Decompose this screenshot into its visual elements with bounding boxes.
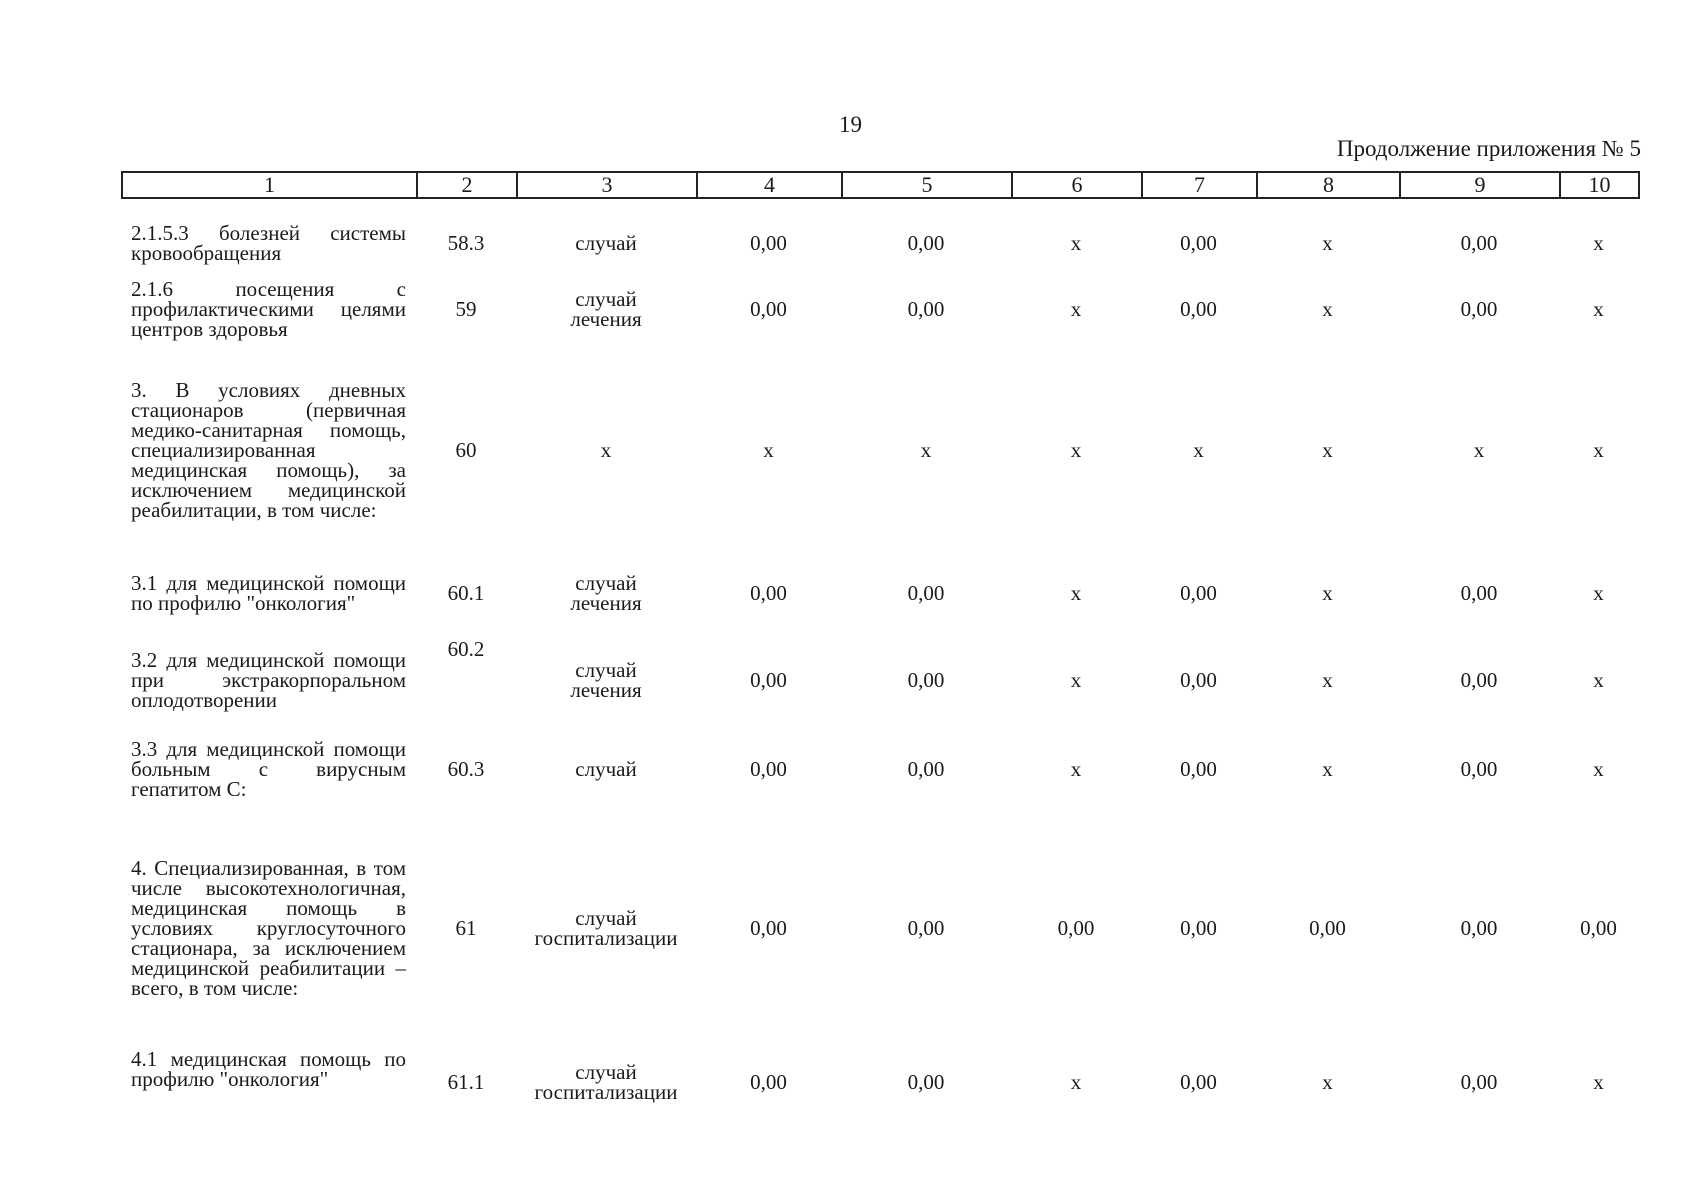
cell-col7: 0,00	[1180, 668, 1217, 692]
cell-col4: 0,00	[750, 668, 787, 692]
cell-col8: 0,00	[1309, 916, 1346, 940]
cell-col6: x	[1070, 438, 1082, 462]
cell-col7: 0,00	[1180, 916, 1217, 940]
column-header: 2	[417, 172, 517, 198]
cell-col6: x	[1070, 581, 1082, 605]
row-label: 3. В условиях дневных стационаров (первичная медико-санитарная помощь, специализированная медицинская помощь), за исключением медицинской реабилитации, в том числе:	[131, 378, 406, 522]
cell-col9: 0,00	[1460, 916, 1498, 940]
cell-col7: 0,00	[1180, 1070, 1217, 1094]
row-unit: случай госпитализации	[534, 906, 678, 950]
cell-col5: 0,00	[907, 581, 945, 605]
appendix-label: Продолжение приложения № 5	[1336, 136, 1641, 161]
row-code: 58.3	[447, 231, 485, 255]
cell-col9: 0,00	[1460, 231, 1498, 255]
row-label: 3.1 для медицинской помощи по профилю "онкология"	[131, 571, 406, 615]
column-header: 3	[517, 172, 697, 198]
cell-col9: 0,00	[1460, 581, 1498, 605]
cell-col8: x	[1322, 581, 1333, 605]
cell-col9: 0,00	[1460, 297, 1498, 321]
cell-col7: 0,00	[1180, 297, 1217, 321]
cell-col5: 0,00	[907, 1070, 945, 1094]
column-header: 9	[1400, 172, 1560, 198]
row-label: 2.1.6 посещения с профилактическими целями центров здоровья	[131, 277, 406, 341]
cell-col7: 0,00	[1180, 231, 1217, 255]
row-label: 3.3 для медицинской помощи больным с вирусным гепатитом С:	[131, 737, 406, 801]
cell-col9: 0,00	[1460, 1070, 1498, 1094]
cell-col10: x	[1593, 1070, 1604, 1094]
column-number-header	[121, 171, 1640, 199]
row-label: 2.1.5.3 болезней системы кровообращения	[131, 221, 406, 265]
column-header: 5	[842, 172, 1012, 198]
cell-col7: 0,00	[1180, 757, 1217, 781]
cell-col4: x	[763, 438, 774, 462]
table-row	[121, 273, 1638, 345]
cell-col8: x	[1322, 438, 1333, 462]
row-unit: случай лечения	[570, 287, 642, 331]
row-label: 4.1 медицинская помощь по профилю "онкология"	[131, 1047, 406, 1091]
cell-col4: 0,00	[750, 231, 787, 255]
cell-col4: 0,00	[750, 581, 787, 605]
row-code: 59	[455, 297, 477, 321]
table-row	[121, 1047, 1638, 1117]
table-row	[121, 213, 1638, 273]
row-code: 61.1	[447, 1070, 485, 1094]
cell-col4: 0,00	[750, 757, 787, 781]
row-label: 4. Специализированная, в том числе высокотехнологичная, медицинская помощь в условиях круглосуточного стационара, за исключением медицинской реабилитации – всего, в том числе:	[131, 856, 406, 1000]
cell-col5: 0,00	[907, 757, 945, 781]
page-number: 19	[839, 112, 862, 137]
table-row	[121, 631, 1638, 729]
cell-col7: 0,00	[1180, 581, 1217, 605]
cell-col10: x	[1593, 757, 1604, 781]
cell-col8: x	[1322, 668, 1333, 692]
cell-col10: x	[1593, 581, 1604, 605]
cell-col5: 0,00	[907, 297, 945, 321]
cell-col9: 0,00	[1460, 668, 1498, 692]
cell-col9: x	[1473, 438, 1485, 462]
row-label: 3.2 для медицинской помощи при экстракорпоральном оплодотворении	[131, 648, 406, 712]
cell-col6: x	[1070, 297, 1082, 321]
cell-col4: 0,00	[750, 916, 787, 940]
cell-col8: x	[1322, 297, 1333, 321]
row-unit: случай	[575, 231, 637, 255]
column-header: 7	[1142, 172, 1257, 198]
cell-col10: x	[1593, 297, 1604, 321]
cell-col6: x	[1070, 1070, 1082, 1094]
row-unit: x	[600, 438, 612, 462]
row-unit: случай	[575, 757, 637, 781]
table-row	[121, 729, 1638, 809]
cell-col5: 0,00	[907, 231, 945, 255]
column-header: 4	[697, 172, 842, 198]
cell-col10: x	[1593, 438, 1604, 462]
cell-col8: x	[1322, 1070, 1333, 1094]
row-unit: случай госпитализации	[534, 1060, 678, 1104]
table-row	[121, 809, 1638, 1047]
row-code: 60.3	[447, 757, 485, 781]
row-code: 60.2	[447, 637, 485, 661]
cell-col4: 0,00	[750, 297, 787, 321]
cell-col5: 0,00	[907, 668, 945, 692]
cell-col4: 0,00	[750, 1070, 787, 1094]
cell-col6: x	[1070, 757, 1082, 781]
cell-col10: x	[1593, 231, 1604, 255]
column-header: 1	[122, 172, 417, 198]
cell-col8: x	[1322, 231, 1333, 255]
cell-col6: x	[1070, 668, 1082, 692]
cell-col5: 0,00	[907, 916, 945, 940]
cell-col10: 0,00	[1580, 916, 1617, 940]
cell-col6: x	[1070, 231, 1082, 255]
row-code: 60.1	[447, 581, 485, 605]
cell-col6: 0,00	[1057, 916, 1095, 940]
cell-col7: x	[1193, 438, 1204, 462]
data-table	[121, 213, 1638, 1117]
column-header: 10	[1560, 172, 1639, 198]
table-row	[121, 555, 1638, 631]
row-unit: случай лечения	[570, 658, 642, 702]
cell-col9: 0,00	[1460, 757, 1498, 781]
cell-col5: x	[920, 438, 932, 462]
cell-col8: x	[1322, 757, 1333, 781]
column-header: 6	[1012, 172, 1142, 198]
table-row	[121, 345, 1638, 555]
column-header: 8	[1257, 172, 1400, 198]
row-code: 61	[455, 916, 477, 940]
row-unit: случай лечения	[570, 571, 642, 615]
cell-col10: x	[1593, 668, 1604, 692]
row-code: 60	[455, 438, 477, 462]
